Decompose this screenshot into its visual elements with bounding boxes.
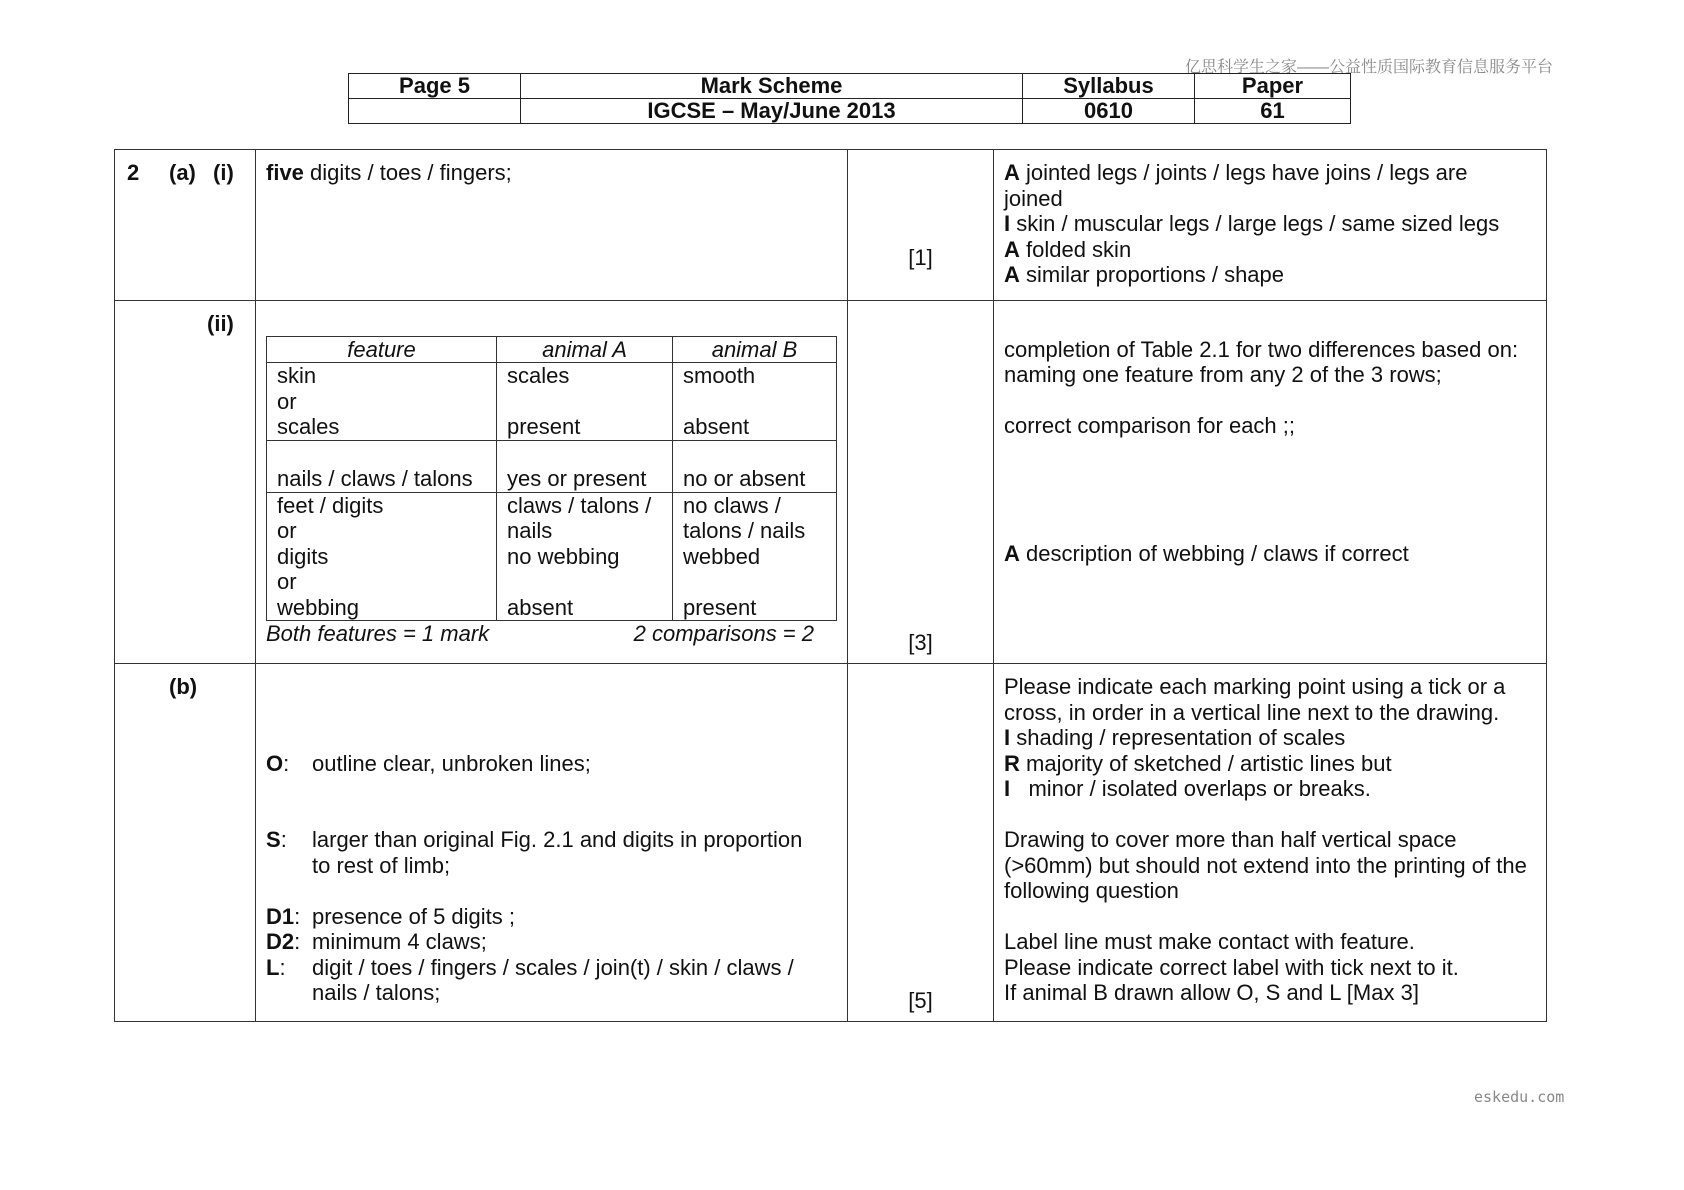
col-header-animal-a: animal A xyxy=(497,337,673,363)
answer-cell xyxy=(256,301,848,664)
guidance-cell xyxy=(994,664,1547,1022)
feature-cell: feet / digits or digits or webbing xyxy=(267,492,497,621)
guidance-line: Please indicate correct label with tick next to it. xyxy=(1004,954,1459,980)
answer-cell xyxy=(256,664,848,1022)
guidance-line: correct comparison for each ;; xyxy=(1004,413,1296,438)
mark-value: [1] xyxy=(908,244,933,270)
answer-text: digits / toes / fingers; xyxy=(303,160,512,185)
guidance-line: following question xyxy=(1004,878,1179,903)
marking-point-s: S: larger than original Fig. 2.1 and digits in proportion to rest of limb; xyxy=(266,827,803,878)
comparison-table xyxy=(266,336,837,621)
feature-cell: skin or scales xyxy=(267,363,497,441)
guidance-line: cross, in order in a vertical line next to the drawing. xyxy=(1004,699,1500,725)
guidance-line: I shading / representation of scales xyxy=(1004,725,1346,750)
animal-b-cell: smooth absent xyxy=(673,363,837,441)
question-part: (b) xyxy=(169,674,198,699)
question-cell xyxy=(115,301,256,664)
row-2b xyxy=(115,664,1547,1022)
animal-a-cell: scales present xyxy=(497,363,673,441)
row-2a-ii xyxy=(115,301,1547,664)
guidance-line: Drawing to cover more than half vertical space xyxy=(1004,827,1457,852)
mark-value: [5] xyxy=(908,987,933,1013)
footnote-left: Both features = 1 mark xyxy=(266,621,490,646)
guidance-line: Please indicate each marking point using a tick or a xyxy=(1004,674,1506,699)
mark-scheme-table xyxy=(114,149,1547,1022)
feature-cell: nails / claws / talons xyxy=(267,440,497,492)
watermark-top: 亿思科学生之家——公益性质国际教育信息服务平台 xyxy=(1185,59,1554,76)
table-row xyxy=(267,363,837,441)
guidance-line: I minor / isolated overlaps or breaks. xyxy=(1004,776,1371,801)
guidance-line: A similar proportions / shape xyxy=(1004,262,1285,287)
marking-point-l: L: digit / toes / fingers / scales / join(t) / skin / claws / nails / talons; xyxy=(266,954,794,1005)
header-mark-scheme: Mark Scheme xyxy=(521,74,1023,99)
guidance-line: naming one feature from any 2 of the 3 rows; xyxy=(1004,362,1442,387)
question-cell xyxy=(115,150,256,301)
guidance-line: A description of webbing / claws if correct xyxy=(1004,540,1409,566)
guidance-line: Label line must make contact with feature. xyxy=(1004,929,1415,954)
header-empty-cell xyxy=(349,99,521,124)
col-header-feature: feature xyxy=(267,337,497,363)
question-subpart: (i) xyxy=(213,160,234,185)
answer-cell xyxy=(256,150,848,301)
guidance-line: (>60mm) but should not extend into the printing of the xyxy=(1004,852,1527,878)
marking-point-d2: D2: minimum 4 claws; xyxy=(266,929,487,954)
question-number: 2 xyxy=(127,160,140,185)
guidance-line: A jointed legs / joints / legs have joins / legs are xyxy=(1004,160,1468,185)
table-footnote xyxy=(266,621,814,647)
question-part: (a) xyxy=(169,160,196,185)
mark-cell xyxy=(848,301,994,664)
row-2a-i xyxy=(115,150,1547,301)
question-subpart: (ii) xyxy=(207,311,234,336)
guidance-line: joined xyxy=(1004,185,1063,211)
mark-cell xyxy=(848,664,994,1022)
guidance-line: I skin / muscular legs / large legs / same sized legs xyxy=(1004,211,1500,236)
col-header-animal-b: animal B xyxy=(673,337,837,363)
question-cell xyxy=(115,664,256,1022)
guidance-line: If animal B drawn allow O, S and L [Max 3] xyxy=(1004,980,1419,1005)
header-syllabus: 0610 xyxy=(1023,99,1195,124)
guidance-cell xyxy=(994,150,1547,301)
footnote-right: 2 comparisons = 2 xyxy=(633,621,814,646)
animal-b-cell: no claws / talons / nails webbed present xyxy=(673,492,837,621)
marking-point-d1: D1: presence of 5 digits ; xyxy=(266,903,516,929)
header-paper-label: Paper xyxy=(1195,74,1351,99)
table-row xyxy=(267,492,837,621)
animal-b-cell: no or absent xyxy=(673,440,837,492)
mark-cell xyxy=(848,150,994,301)
animal-a-cell: yes or present xyxy=(497,440,673,492)
header-paper: 61 xyxy=(1195,99,1351,124)
animal-a-cell: claws / talons / nails no webbing absent xyxy=(497,492,673,621)
guidance-line: completion of Table 2.1 for two differences based on: xyxy=(1004,336,1519,362)
guidance-cell xyxy=(994,301,1547,664)
guidance-line: R majority of sketched / artistic lines but xyxy=(1004,750,1392,776)
header-table xyxy=(348,73,1351,124)
answer-keyword: five xyxy=(266,160,304,185)
mark-value: [3] xyxy=(908,629,933,655)
header-syllabus-label: Syllabus xyxy=(1023,74,1195,99)
watermark-bottom: eskedu.com xyxy=(1474,1088,1565,1106)
guidance-line: A folded skin xyxy=(1004,236,1132,262)
marking-point-o: O: outline clear, unbroken lines; xyxy=(266,750,591,776)
header-exam: IGCSE – May/June 2013 xyxy=(521,99,1023,124)
table-row xyxy=(267,440,837,492)
header-page: Page 5 xyxy=(349,74,521,99)
